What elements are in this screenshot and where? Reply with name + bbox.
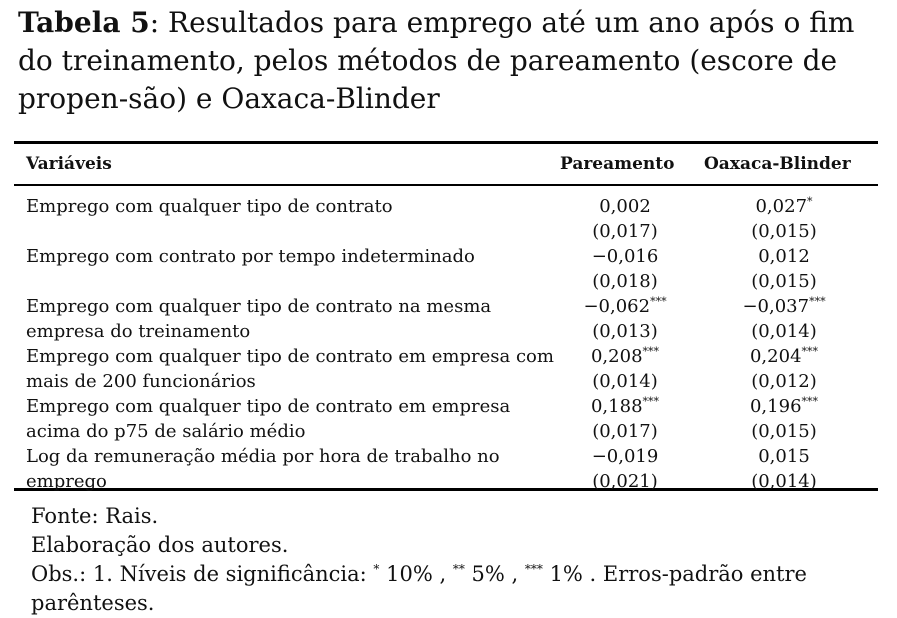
coef-value: −0,019 — [591, 446, 659, 467]
header-variables: Variáveis — [26, 154, 112, 174]
std-error: (0,015) — [751, 221, 817, 242]
row-label: Emprego com qualquer tipo de contrato na mesma empresa do treinamento — [26, 296, 492, 342]
significance-stars: *** — [642, 395, 660, 408]
oaxaca-cell — [719, 194, 849, 244]
std-error: (0,014) — [751, 471, 817, 492]
std-error: (0,015) — [751, 271, 817, 292]
table-row — [14, 194, 878, 244]
sig-10-text: 10% , — [386, 562, 447, 586]
elaboration-note: Elaboração dos autores. — [31, 533, 289, 557]
oaxaca-cell — [719, 244, 849, 294]
row-label: Emprego com qualquer tipo de contrato em empresa com mais de 200 funcionários — [26, 346, 554, 392]
std-error: (0,014) — [751, 321, 817, 342]
coef-value: −0,016 — [591, 246, 659, 267]
std-error: (0,017) — [592, 421, 658, 442]
std-error: (0,012) — [751, 371, 817, 392]
row-label: Emprego com contrato por tempo indeterminado — [26, 246, 475, 267]
header-pareamento: Pareamento — [560, 154, 675, 174]
sig-10-mark: * — [373, 562, 380, 576]
coef-value: −0,062 — [583, 296, 651, 317]
coef-value: 0,015 — [758, 446, 810, 467]
table-row — [14, 394, 878, 444]
coef-value: 0,027 — [755, 196, 808, 217]
std-error: (0,014) — [592, 371, 658, 392]
table-body — [14, 186, 878, 492]
coef-value: −0,037 — [742, 296, 810, 317]
sig-5-mark: ** — [452, 562, 465, 576]
header-oaxaca-blinder: Oaxaca-Blinder — [704, 154, 851, 174]
std-error: (0,015) — [751, 421, 817, 442]
significance-stars: *** — [801, 395, 819, 408]
coef-value: 0,204 — [749, 346, 802, 367]
sig-1-mark: *** — [524, 562, 543, 576]
obs-prefix: Obs.: 1. Níveis de significância: — [31, 562, 367, 586]
row-label: Log da remuneração média por hora de trabalho no emprego — [26, 446, 500, 492]
table-row — [14, 444, 878, 494]
coef-value: 0,012 — [758, 246, 810, 267]
oaxaca-cell — [719, 294, 849, 344]
pareamento-cell — [560, 394, 690, 444]
results-table — [14, 141, 878, 491]
table-row — [14, 344, 878, 394]
table-title: : Resultados para emprego até um ano após o fim do treinamento, pelos métodos de pareamento (escore de propen-são) e Oaxaca-Blinder — [18, 6, 855, 115]
table-label: Tabela 5 — [18, 6, 150, 39]
row-label: Emprego com qualquer tipo de contrato — [26, 196, 393, 217]
oaxaca-cell — [719, 444, 849, 494]
coef-value: 0,196 — [749, 396, 802, 417]
pareamento-cell — [560, 194, 690, 244]
significance-stars: *** — [642, 345, 660, 358]
row-label: Emprego com qualquer tipo de contrato em empresa acima do p75 de salário médio — [26, 396, 511, 442]
coef-value: 0,002 — [599, 196, 651, 217]
table-header — [14, 144, 878, 184]
pareamento-cell — [560, 444, 690, 494]
pareamento-cell — [560, 294, 690, 344]
oaxaca-cell — [719, 344, 849, 394]
table-row — [14, 244, 878, 294]
std-error: (0,013) — [592, 321, 658, 342]
table-caption — [18, 4, 888, 118]
significance-stars: *** — [650, 295, 667, 308]
source-note: Fonte: Rais. — [31, 504, 159, 528]
std-error: (0,021) — [592, 471, 658, 492]
coef-value: 0,208 — [590, 346, 643, 367]
oaxaca-cell — [719, 394, 849, 444]
coef-value: 0,188 — [590, 396, 643, 417]
table-notes — [31, 502, 881, 618]
table-row — [14, 294, 878, 344]
std-error: (0,018) — [592, 271, 658, 292]
std-error: (0,017) — [592, 221, 658, 242]
sig-1-text: 1% . Erros-padrão entre parênteses. — [31, 562, 807, 615]
significance-stars: *** — [801, 345, 819, 358]
observation-note — [31, 560, 881, 618]
significance-stars: * — [807, 195, 813, 208]
pareamento-cell — [560, 344, 690, 394]
pareamento-cell — [560, 244, 690, 294]
sig-5-text: 5% , — [471, 562, 519, 586]
significance-stars: *** — [809, 295, 826, 308]
